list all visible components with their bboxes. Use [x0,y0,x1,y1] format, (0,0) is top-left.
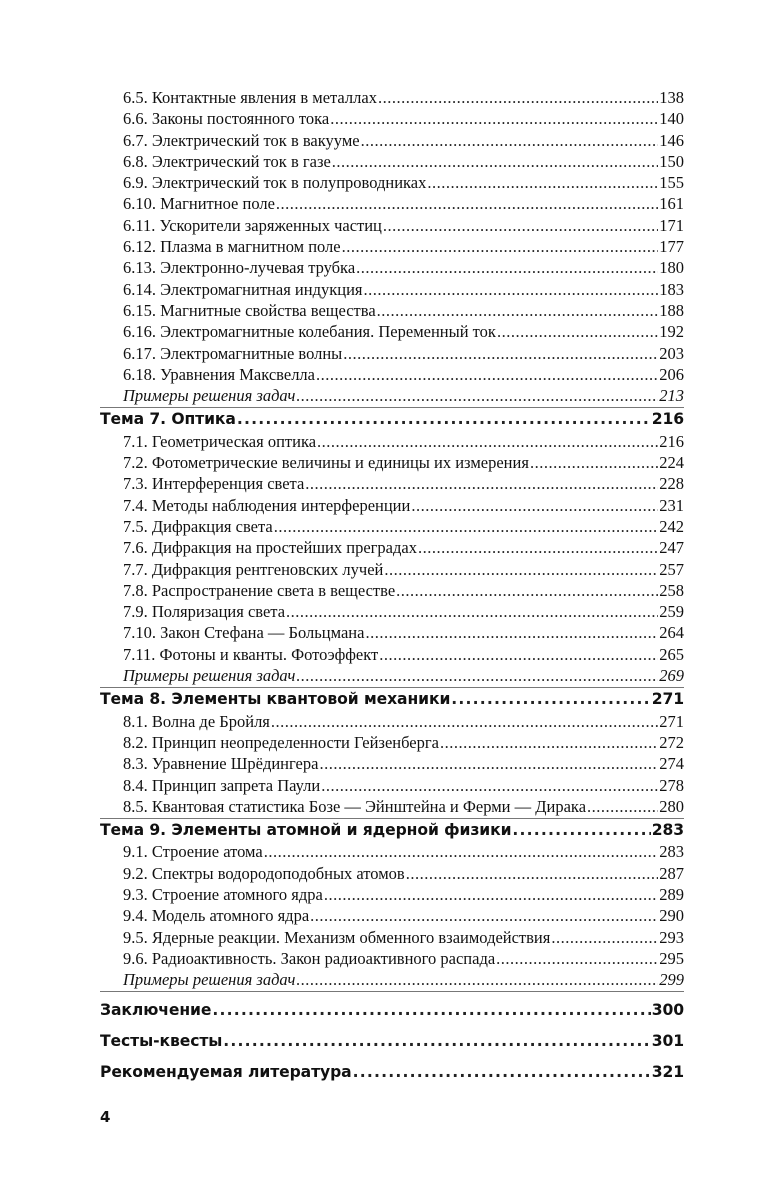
dot-leader [321,775,658,796]
toc-entry-page: 192 [659,322,684,342]
toc-entry[interactable] [100,321,684,342]
divider [100,991,684,992]
toc-entry[interactable] [100,87,684,108]
toc-entry-title: 8.2. Принцип неопределенности Гейзенберга [123,732,439,752]
toc-entry[interactable] [100,775,684,796]
toc-entry[interactable] [100,108,684,129]
toc-entry[interactable] [100,343,684,364]
toc-entry-title: 6.9. Электрический ток в полупроводниках [123,173,427,193]
dot-leader [363,279,658,300]
dot-leader [496,948,658,969]
dot-leader [361,130,659,151]
dot-leader [296,385,658,406]
toc-entry-title: 7.5. Дифракция света [123,516,273,536]
toc-entry-page: 264 [659,623,684,643]
toc-entry-title: Примеры решения задач [123,970,296,990]
toc-entry-page: 228 [659,474,684,494]
toc-entry[interactable] [100,473,684,494]
toc-entry-page: 259 [659,602,684,622]
toc-topic-title: Тема 8. Элементы квантовой механики [100,690,451,709]
dot-leader [330,108,658,129]
toc-entry[interactable] [100,601,684,622]
toc-entry-page: 272 [659,732,684,752]
dot-leader [411,495,658,516]
toc-entry-page: 231 [659,495,684,515]
toc-entry-page: 247 [659,538,684,558]
toc-entry[interactable] [100,753,684,774]
toc-entry-title: 9.2. Спектры водородоподобных атомов [123,863,405,883]
dot-leader [274,516,659,537]
toc-entry-page: 171 [659,215,684,235]
toc-entry[interactable] [100,884,684,905]
toc-entry-page: 258 [659,580,684,600]
toc-entry-page: 278 [659,775,684,795]
toc-topic-title: Тема 7. Оптика [100,410,236,429]
toc-entry-title: 9.3. Строение атомного ядра [123,884,323,904]
toc-entry[interactable] [100,948,684,969]
toc-topic-title: Рекомендуемая литература [100,1063,352,1082]
toc-entry-page: 203 [659,343,684,363]
toc-tests[interactable] [100,1028,684,1054]
dot-leader [316,364,658,385]
toc-entry-page: 213 [659,386,684,406]
toc-entry-title: 8.4. Принцип запрета Паули [123,775,321,795]
dot-leader [343,343,658,364]
toc-entry-page: 290 [659,906,684,926]
divider [100,687,684,688]
toc-entry-title: 7.7. Дифракция рентгеновских лучей [123,559,384,579]
toc-entry-title: 6.17. Электромагнитные волны [123,343,343,363]
dot-leader [286,601,658,622]
section-9-entries [100,841,684,969]
toc-entry-page: 206 [659,364,684,384]
toc-entry[interactable] [100,364,684,385]
toc-entry-title: 7.10. Закон Стефана — Больцмана [123,623,365,643]
toc-entry-title: Примеры решения задач [123,666,296,686]
toc-entry-page: 299 [659,970,684,990]
toc-entry-page: 161 [659,194,684,214]
toc-entry-title: 6.18. Уравнения Максвелла [123,364,315,384]
toc-entry[interactable] [100,622,684,643]
toc-entry[interactable] [100,516,684,537]
toc-entry[interactable] [100,644,684,665]
toc-entry[interactable] [100,300,684,321]
toc-entry-title: 6.12. Плазма в магнитном поле [123,237,341,257]
toc-entry-title: 6.5. Контактные явления в металлах [123,88,377,107]
toc-entry-examples[interactable] [100,665,684,686]
dot-leader [305,473,658,494]
toc-topic-title: Тесты-квесты [100,1032,223,1051]
toc-entry-title: 9.6. Радиоактивность. Закон радиоактивного распада [123,948,496,968]
toc-entry-title: 7.8. Распространение света в веществе [123,580,396,600]
toc-entry-title: 6.15. Магнитные свойства вещества [123,300,376,320]
dot-leader [324,884,658,905]
toc-entry-page: 280 [659,796,684,816]
dot-leader [296,969,658,990]
toc-topic-page: 321 [651,1063,684,1082]
toc-entry-page: 138 [659,88,684,107]
toc-entry-title: 7.4. Методы наблюдения интерференции [123,495,411,515]
toc-entry-title: 9.4. Модель атомного ядра [123,906,310,926]
section-6-entries [100,87,684,385]
toc-entry[interactable] [100,863,684,884]
dot-leader [379,644,658,665]
toc-entry-page: 183 [659,279,684,299]
dot-leader [383,215,658,236]
toc-entry[interactable] [100,130,684,151]
toc-topic-page: 300 [651,1001,684,1020]
toc-entry-title: 6.6. Законы постоянного тока [123,109,330,129]
toc-entry-page: 283 [659,842,684,862]
dot-leader [530,452,658,473]
toc-entry-title: 6.11. Ускорители заряженных частиц [123,215,382,235]
toc-entry[interactable] [100,193,684,214]
toc-entry-page: 265 [659,644,684,664]
toc-entry-title: 8.1. Волна де Бройля [123,711,270,731]
toc-entry-title: 9.1. Строение атома [123,842,263,862]
dot-leader [384,559,658,580]
toc-topic-8[interactable] [100,689,684,710]
dot-leader [296,665,658,686]
toc-topic-7[interactable] [100,409,684,430]
dot-leader [451,689,650,710]
toc-entry[interactable] [100,732,684,753]
toc-entry-title: 8.5. Квантовая статистика Бозе — Эйнштейна и Ферми — Дирака [123,796,587,816]
toc-entry[interactable] [100,495,684,516]
dot-leader [223,1028,650,1054]
toc-entry-title: 6.14. Электромагнитная индукция [123,279,363,299]
toc-topic-title: Тема 9. Элементы атомной и ядерной физики [100,821,512,840]
toc-entry-page: 289 [659,884,684,904]
toc-entry[interactable] [100,841,684,862]
dot-leader [418,537,658,558]
toc-entry-page: 242 [659,516,684,536]
toc-entry-title: 6.16. Электромагнитные колебания. Переменный ток [123,322,496,342]
dot-leader [356,257,658,278]
dot-leader [353,1059,651,1085]
toc-entry[interactable] [100,257,684,278]
toc-entry-title: 7.9. Поляризация света [123,602,286,622]
toc-entry-examples[interactable] [100,969,684,990]
dot-leader [212,997,650,1023]
toc-entry-page: 257 [659,559,684,579]
dot-leader [332,151,658,172]
toc-entry[interactable] [100,431,684,452]
dot-leader [396,580,658,601]
dot-leader [310,905,658,926]
toc-entry-title: 9.5. Ядерные реакции. Механизм обменного взаимодействия [123,927,551,947]
toc-entry[interactable] [100,452,684,473]
toc-entry-page: 269 [659,666,684,686]
dot-leader [342,236,659,257]
dot-leader [276,193,658,214]
toc-entry[interactable] [100,796,684,817]
dot-leader [319,753,658,774]
divider [100,818,684,819]
toc-entry-page: 155 [659,173,684,193]
toc-entry-page: 274 [659,754,684,774]
toc-topic-page: 271 [651,690,684,709]
toc-entry[interactable] [100,559,684,580]
toc-topic-9[interactable] [100,820,684,841]
dot-leader [377,300,659,321]
toc-entry-title: 6.10. Магнитное поле [123,194,275,214]
section-7-entries [100,431,684,665]
page-number: 4 [100,1108,111,1126]
toc-entry[interactable] [100,151,684,172]
toc-entry[interactable] [100,215,684,236]
toc-entry-title: 7.11. Фотоны и кванты. Фотоэффект [123,644,379,664]
toc-entry-examples[interactable] [100,385,684,406]
toc-entry-title: 7.6. Дифракция на простейших преградах [123,538,417,558]
toc-entry-page: 146 [659,130,684,150]
toc-entry-page: 216 [659,431,684,451]
toc-entry-title: 7.3. Интерференция света [123,474,305,494]
table-of-contents [100,87,684,1085]
toc-entry-page: 177 [659,237,684,257]
toc-entry-title: 8.3. Уравнение Шрёдингера [123,754,319,774]
dot-leader [264,841,659,862]
toc-entry-page: 271 [659,711,684,731]
toc-entry-page: 140 [659,109,684,129]
toc-entry[interactable] [100,537,684,558]
toc-entry-title: 6.8. Электрический ток в газе [123,151,331,171]
divider [100,407,684,408]
toc-conclusion[interactable] [100,997,684,1023]
dot-leader [587,796,658,817]
toc-literature[interactable] [100,1059,684,1085]
toc-entry[interactable] [100,580,684,601]
toc-topic-title: Заключение [100,1001,212,1020]
toc-entry-page: 295 [659,948,684,968]
dot-leader [406,863,659,884]
toc-topic-page: 283 [651,821,684,840]
toc-topic-page: 301 [651,1032,684,1051]
dot-leader [365,622,658,643]
toc-entry[interactable] [100,905,684,926]
toc-entry-title: 7.2. Фотометрические величины и единицы их измерения [123,453,529,473]
section-8-entries [100,711,684,817]
dot-leader [427,172,658,193]
toc-entry[interactable] [100,927,684,948]
toc-topic-page: 216 [651,410,684,429]
dot-leader [497,321,658,342]
dot-leader [237,409,651,430]
dot-leader [317,431,658,452]
toc-entry-title: 6.13. Электронно-лучевая трубка [123,258,356,278]
dot-leader [551,927,658,948]
toc-entry[interactable] [100,172,684,193]
dot-leader [271,711,658,732]
toc-entry-title: 7.1. Геометрическая оптика [123,431,317,451]
dot-leader [378,87,658,108]
toc-entry-title: 6.7. Электрический ток в вакууме [123,130,360,150]
toc-entry-page: 180 [659,258,684,278]
dot-leader [440,732,658,753]
dot-leader [512,820,650,841]
toc-entry-page: 293 [659,927,684,947]
toc-entry-page: 150 [659,151,684,171]
toc-entry[interactable] [100,711,684,732]
toc-entry-page: 224 [659,453,684,473]
toc-entry-page: 188 [659,300,684,320]
toc-entry-page: 287 [659,863,684,883]
toc-entry[interactable] [100,236,684,257]
toc-entry-title: Примеры решения задач [123,386,296,406]
toc-entry[interactable] [100,279,684,300]
